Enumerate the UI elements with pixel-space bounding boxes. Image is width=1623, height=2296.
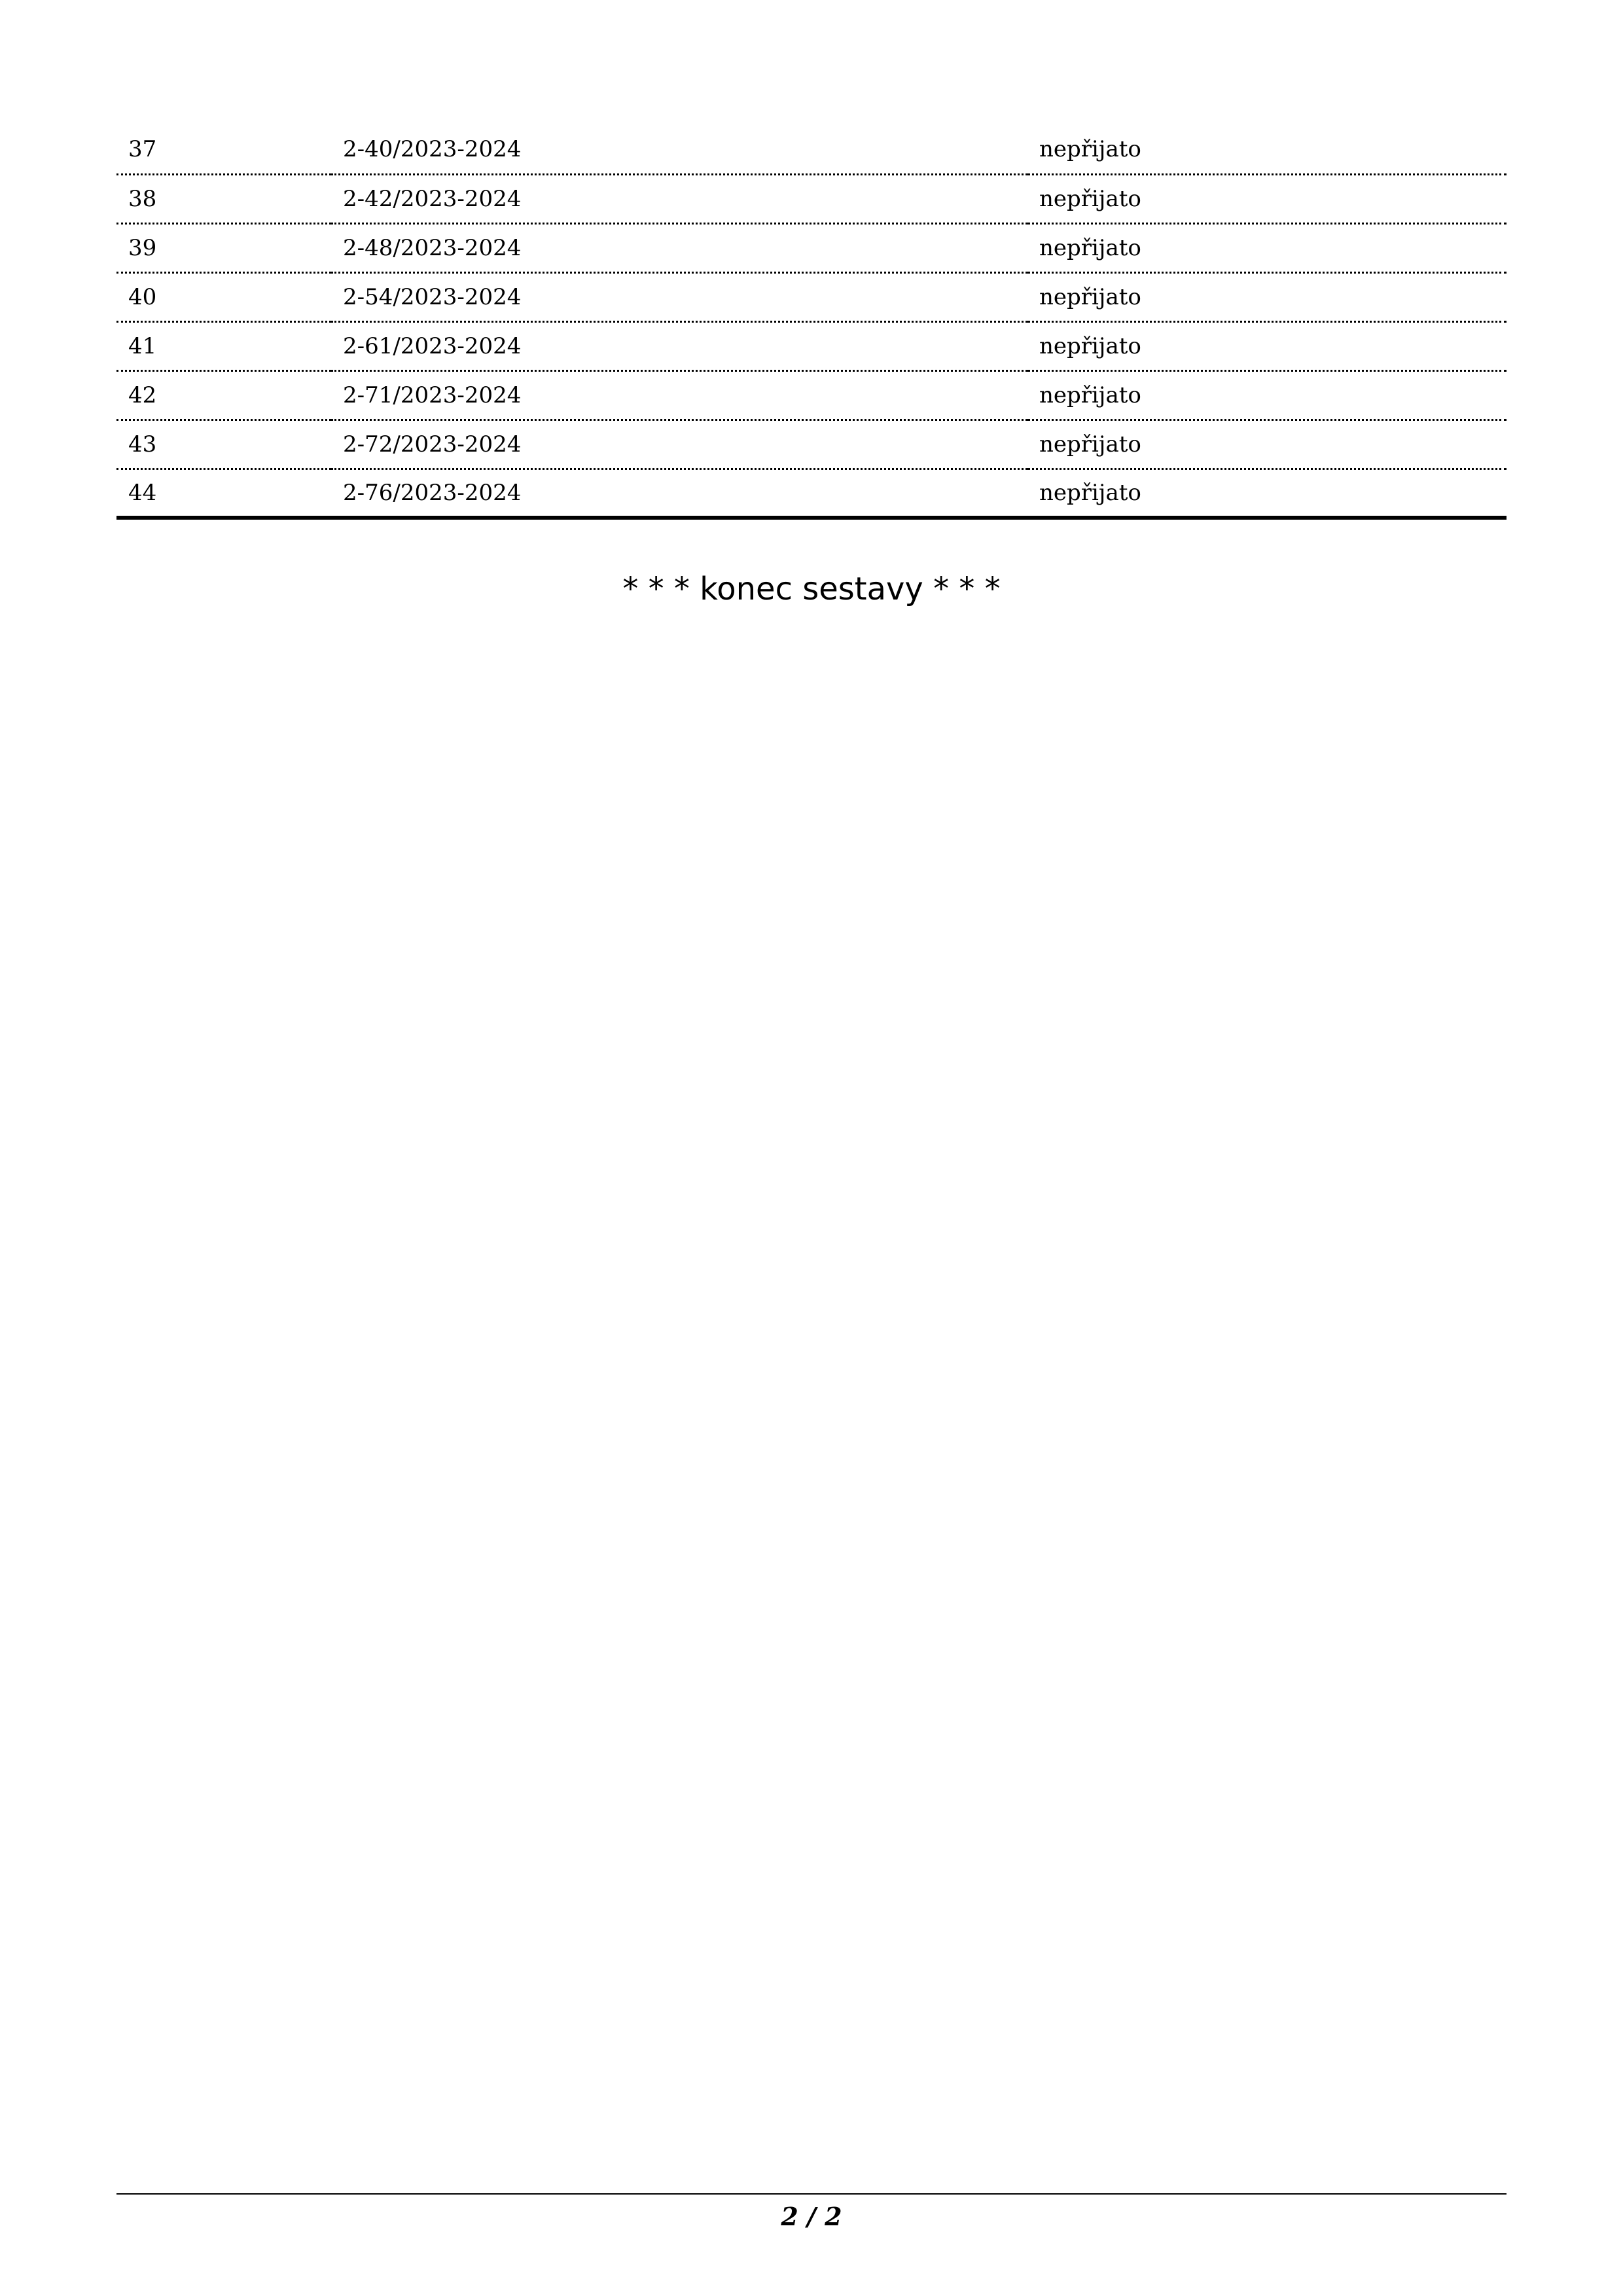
row-code: 2-71/2023-2024 xyxy=(331,370,1027,420)
row-order: 44 xyxy=(116,469,331,518)
table-row xyxy=(116,223,1507,272)
row-status: nepřijato xyxy=(1027,370,1507,420)
table-row xyxy=(116,272,1507,321)
table-row xyxy=(116,370,1507,420)
table-row xyxy=(116,469,1507,518)
row-code: 2-54/2023-2024 xyxy=(331,272,1027,321)
footer-divider xyxy=(116,2193,1507,2195)
row-order: 38 xyxy=(116,174,331,223)
row-status: nepřijato xyxy=(1027,469,1507,518)
row-status: nepřijato xyxy=(1027,420,1507,469)
row-order: 39 xyxy=(116,223,331,272)
row-order: 41 xyxy=(116,321,331,370)
row-code: 2-72/2023-2024 xyxy=(331,420,1027,469)
row-order: 37 xyxy=(128,135,157,162)
report-end-note: * * * konec sestavy * * * xyxy=(622,571,1001,607)
row-order: 43 xyxy=(116,420,331,469)
page-number: 2 / 2 xyxy=(781,2202,842,2231)
row-status: nepřijato xyxy=(1027,223,1507,272)
table-row xyxy=(116,420,1507,469)
row-status: nepřijato xyxy=(1027,272,1507,321)
table-row xyxy=(116,321,1507,370)
table-row xyxy=(116,125,1507,174)
row-code: 2-42/2023-2024 xyxy=(331,174,1027,223)
row-status: nepřijato xyxy=(1027,321,1507,370)
row-status: nepřijato xyxy=(1039,135,1141,162)
row-status: nepřijato xyxy=(1027,174,1507,223)
row-order: 42 xyxy=(116,370,331,420)
results-table xyxy=(116,125,1507,520)
row-code: 2-61/2023-2024 xyxy=(331,321,1027,370)
row-code: 2-40/2023-2024 xyxy=(343,135,522,162)
row-code: 2-76/2023-2024 xyxy=(331,469,1027,518)
table-row xyxy=(116,174,1507,223)
row-order: 40 xyxy=(116,272,331,321)
row-code: 2-48/2023-2024 xyxy=(331,223,1027,272)
